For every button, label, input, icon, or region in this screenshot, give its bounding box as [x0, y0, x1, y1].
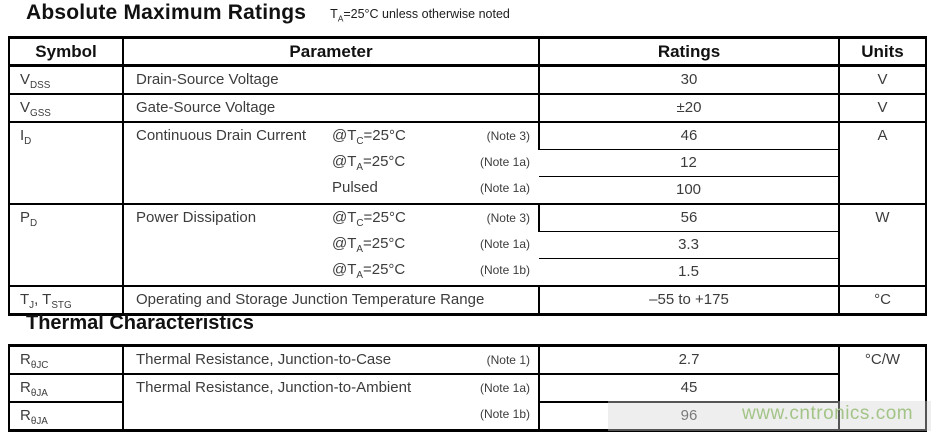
pd-symbol: $P_D$	[9, 204, 123, 286]
vgss-symbol: $V_{GSS}$	[9, 94, 123, 122]
id-symbol: $I_D$	[9, 122, 123, 204]
rja1-symbol: $R_{\theta JA}$	[9, 374, 123, 402]
pd-condition-3: $@T_A=25^\circ C$	[332, 261, 406, 281]
id-rating-1: 46	[539, 122, 839, 150]
amr-condition-note: $T_A=25^\circ C$ unless otherwise noted	[330, 7, 510, 24]
pd-condition-1: $@T_C=25^\circ C$	[332, 209, 406, 229]
pd-rating-3: 1.5	[539, 259, 839, 287]
rjc-parameter-label: Thermal Resistance, Junction-to-Case	[136, 351, 392, 368]
rja-parameter-line-2	[124, 401, 538, 427]
id-unit: A	[839, 122, 926, 204]
row-id-1	[9, 122, 926, 150]
id-condition-line-2	[124, 149, 538, 175]
rja-parameter-cell	[123, 374, 539, 431]
row-vgss	[9, 94, 926, 122]
vgss-parameter: Gate-Source Voltage	[123, 94, 539, 122]
tj-unit: °C	[839, 286, 926, 315]
id-condition-1: $@T_C=25^\circ C$	[332, 127, 406, 147]
thermal-row-rja-1	[9, 374, 926, 402]
id-condition-line-1	[124, 123, 538, 149]
rja-note-2: (Note 1b)	[479, 407, 530, 421]
pd-condition-line-1	[124, 205, 538, 231]
vgss-rating: ±20	[539, 94, 839, 122]
col-header-units: Units	[839, 38, 926, 66]
amr-header-row	[9, 38, 926, 66]
thermal-characteristics-table	[8, 344, 927, 432]
row-pd-1	[9, 204, 926, 232]
id-condition-2: $@T_A=25^\circ C$	[332, 153, 406, 173]
pd-note-3: (Note 1b)	[479, 263, 530, 277]
rja-parameter-line-1	[124, 375, 538, 401]
thermal-unit: °C/W	[839, 346, 926, 431]
rjc-rating: 2.7	[539, 346, 839, 375]
vdss-symbol: $V_{DSS}$	[9, 66, 123, 95]
pd-unit: W	[839, 204, 926, 286]
absolute-maximum-ratings-table	[8, 36, 927, 316]
rjc-parameter-line	[124, 347, 538, 373]
id-parameter-cell	[123, 122, 539, 204]
rja2-symbol: $R_{\theta JA}$	[20, 407, 48, 427]
pd-note-2: (Note 1a)	[479, 237, 530, 251]
id-note-3: (Note 1a)	[479, 181, 530, 195]
rja2-rating: 96	[539, 402, 839, 431]
id-rating-3: 100	[539, 177, 839, 205]
rjc-note: (Note 1)	[486, 353, 530, 367]
id-note-1: (Note 3)	[486, 129, 530, 143]
id-rating-2: 12	[539, 150, 839, 177]
id-parameter-label: Continuous Drain Current	[136, 127, 307, 144]
pd-condition-line-2	[124, 231, 538, 257]
pd-condition-line-3	[124, 257, 538, 283]
rjc-symbol: $R_{\theta JC}$	[9, 346, 123, 375]
rjc-parameter-cell	[123, 346, 539, 375]
watermark: www.cntronics.com	[742, 403, 914, 424]
thermal-row-rjc	[9, 346, 926, 375]
tj-parameter: Operating and Storage Junction Temperature Range	[123, 286, 539, 315]
thermal-section-title: Thermal Characteristics	[26, 312, 254, 334]
col-header-parameter: Parameter	[123, 38, 539, 66]
id-note-2: (Note 1a)	[479, 155, 530, 169]
tj-rating: –55 to +175	[539, 286, 839, 315]
id-condition-line-3	[124, 175, 538, 201]
vdss-parameter: Drain-Source Voltage	[123, 66, 539, 95]
pd-condition-2: $@T_A=25^\circ C$	[332, 235, 406, 255]
id-condition-3: Pulsed	[332, 179, 378, 196]
amr-section-title: Absolute Maximum Ratings	[26, 1, 307, 24]
vgss-unit: V	[839, 94, 926, 122]
rja-note-1: (Note 1a)	[479, 381, 530, 395]
row-tj-tstg	[9, 286, 926, 315]
pd-parameter-label: Power Dissipation	[136, 209, 257, 226]
pd-note-1: (Note 3)	[486, 211, 530, 225]
col-header-symbol: Symbol	[9, 38, 123, 66]
vdss-rating: 30	[539, 66, 839, 95]
pd-parameter-cell	[123, 204, 539, 286]
row-vdss	[9, 66, 926, 95]
pd-rating-2: 3.3	[539, 232, 839, 259]
pd-rating-1: 56	[539, 204, 839, 232]
amr-heading-row	[26, 1, 510, 25]
vdss-unit: V	[839, 66, 926, 95]
rja-parameter-label: Thermal Resistance, Junction-to-Ambient	[136, 379, 412, 396]
tj-symbol: $T_J$, $T_{STG}$	[20, 291, 72, 311]
col-header-ratings: Ratings	[539, 38, 839, 66]
rja1-rating: 45	[539, 374, 839, 402]
